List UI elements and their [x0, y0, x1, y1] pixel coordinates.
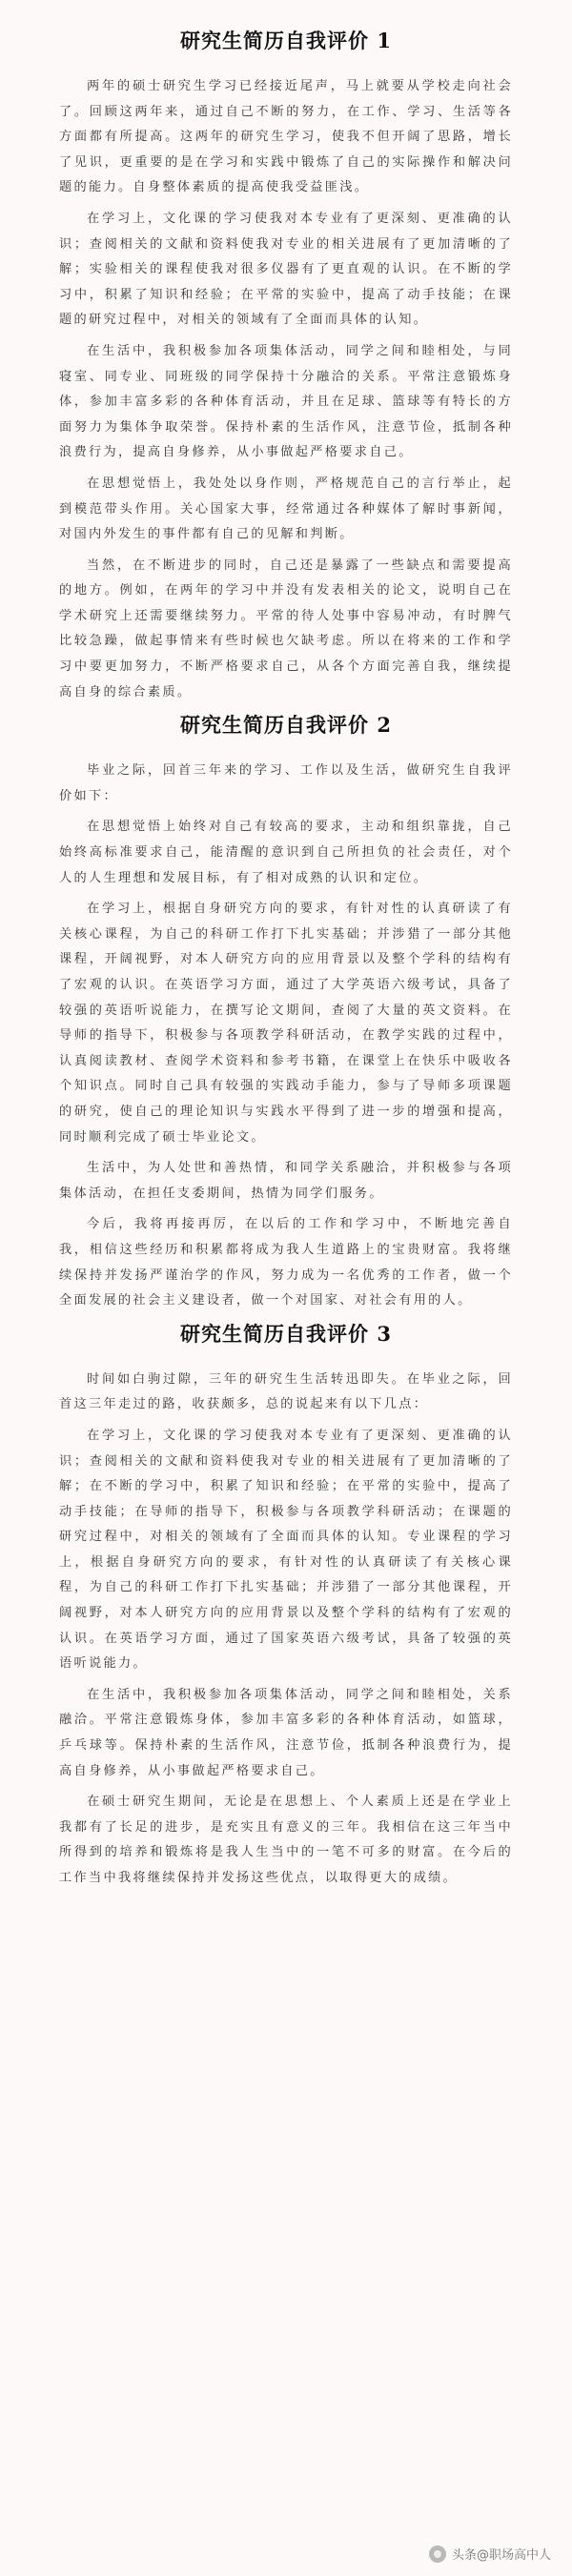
section-body	[36, 1368, 536, 1892]
account-avatar-icon	[429, 2546, 446, 2563]
section-body	[36, 74, 536, 705]
section-3	[36, 1320, 536, 1892]
paragraph: 在思想觉悟上，我处处以身作则，严格规范自己的言行举止，起到模范带头作用。关心国家大事，经常通过各种媒体了解时事新闻，对国内外发生的事件都有自己的见解和判断。	[59, 476, 513, 542]
paragraph: 在学习上，文化课的学习使我对本专业有了更深刻、更准确的认识；查阅相关的文献和资料使我对专业的相关进展有了更加清晰的了解；实验相关的课程使我对很多仪器有了更直观的认识。在不断的学习中，积累了知识和经验；在平常的实验中，提高了动手技能；在课题的研究过程中，对相关的领域有了全面而具体的认知。	[59, 211, 513, 328]
paragraph: 在学习上，根据自身研究方向的要求，有针对性的认真研读了有关核心课程，为自己的科研工作打下扎实基础；并涉猎了一部分其他课程，开阔视野，对本人研究方向的应用背景以及整个学科的结构有了宏观的认识。在英语学习方面，通过了大学英语六级考试，具备了较强的英语听说能力，在撰写论文期间，查阅了大量的英文资料。在导师的指导下，积极参与各项教学科研活动，在教学实践的过程中，认真阅读教材、查阅学术资料和参考书籍，在课堂上在快乐中吸收各个知识点。同时自己具有较强的实践动手能力，参与了导师多项课题的研究，使自己的理论知识与实践水平得到了进一步的增强和提高，同时顺利完成了硕士毕业论文。	[59, 902, 513, 1145]
section-title: 研究生简历自我评价 2	[180, 713, 392, 738]
paragraph: 在生活中，我积极参加各项集体活动，同学之间和睦相处，与同寝室、同专业、同班级的同学保持十分融洽的关系。平常注意锻炼身体，参加丰富多彩的各种体育活动，并且在足球、篮球等有特长的方面努力为集体争取荣誉。保持朴素的生活作风，注意节俭，抵制各种浪费行为，提高自身修养，从小事做起严格要求自己。	[59, 343, 513, 460]
paragraph: 今后，我将再接再厉，在以后的工作和学习中，不断地完善自我，相信这些经历和积累都将成为我人生道路上的宝贵财富。我将继续保持并发扬严谨治学的作风，努力成为一名优秀的工作者，做一个全面发展的社会主义建设者，做一个对国家、对社会有用的人。	[59, 1217, 513, 1308]
section-1	[36, 27, 536, 705]
section-2	[36, 711, 536, 1313]
paragraph: 两年的硕士研究生学习已经接近尾声，马上就要从学校走向社会了。回顾这两年来，通过自己不断的努力，在工作、学习、生活等各方面都有所提高。这两年的研究生学习，使我不但开阔了思路，增长了见识，更重要的是在学习和实践中锻炼了自己的实际操作和解决问题的能力。自身整体素质的提高使我受益匪浅。	[59, 79, 513, 195]
watermark-text: 头条@职场高中人	[451, 2548, 551, 2563]
paragraph: 时间如白驹过隙，三年的研究生生活转迅即失。在毕业之际，回首这三年走过的路，收获颇多，总的说起来有以下几点：	[59, 1371, 513, 1412]
paragraph: 在思想觉悟上始终对自己有较高的要求，主动和组织靠拢，自己始终高标准要求自己，能清醒的意识到自己所担负的社会责任，对个人的人生理想和发展目标，有了相对成熟的认识和定位。	[59, 820, 513, 885]
paragraph: 在硕士研究生期间，无论是在思想上、个人素质上还是在学业上我都有了长足的进步，是充实且有意义的三年。我相信在这三年当中所得到的培养和锻炼将是我人生当中的一笔不可多的财富。在今后的工作当中我将继续保持并发扬这些优点，以取得更大的成绩。	[59, 1795, 513, 1885]
paragraph: 毕业之际，回首三年来的学习、工作以及生活，做研究生自我评价如下：	[59, 763, 513, 803]
paragraph: 在学习上，文化课的学习使我对本专业有了更深刻、更准确的认识；查阅相关的文献和资料使我对专业的相关进展有了更加清晰的了解；在不断的学习中，积累了知识和经验；在平常的实验中，提高了动手技能；在导师的指导下，积极参与各项教学科研活动；在课题的研究过程中，对相关的领域有了全面而具体的认知。专业课程的学习上，根据自身研究方向的要求，有针对性的认真研读了有关核心课程，为自己的科研工作打下扎实基础；并涉猎了一部分其他课程，开阔视野，对本人研究方向的应用背景以及整个学科的结构有了宏观的认识。在英语学习方面，通过了国家英语六级考试，具备了较强的英语听说能力。	[59, 1428, 513, 1672]
section-body	[36, 759, 536, 1313]
paragraph: 生活中，为人处世和善热情，和同学关系融洽，并积极参与各项集体活动，在担任支委期间，热情为同学们服务。	[59, 1161, 513, 1201]
watermark	[429, 2545, 551, 2563]
section-title: 研究生简历自我评价 1	[180, 29, 392, 52]
paragraph: 在生活中，我积极参加各项集体活动，同学之间和睦相处，关系融洽。平常注意锻炼身体，参加丰富多彩的各种体育活动，如篮球，乒乓球等。保持朴素的生活作风，注意节俭，抵制各种浪费行为，提高自身修养，从小事做起严格要求自己。	[59, 1687, 513, 1778]
section-title: 研究生简历自我评价 3	[180, 1321, 392, 1346]
paragraph: 当然，在不断进步的同时，自己还是暴露了一些缺点和需要提高的地方。例如，在两年的学习中并没有发表相关的论文，说明自己在学术研究上还需要继续努力。平常的待人处事中容易冲动，有时脾气比较急躁，做起事情来有些时候也欠缺考虑。所以在将来的工作和学习中要更加努力，不断严格要求自己，从各个方面完善自我，继续提高自身的综合素质。	[59, 558, 513, 700]
